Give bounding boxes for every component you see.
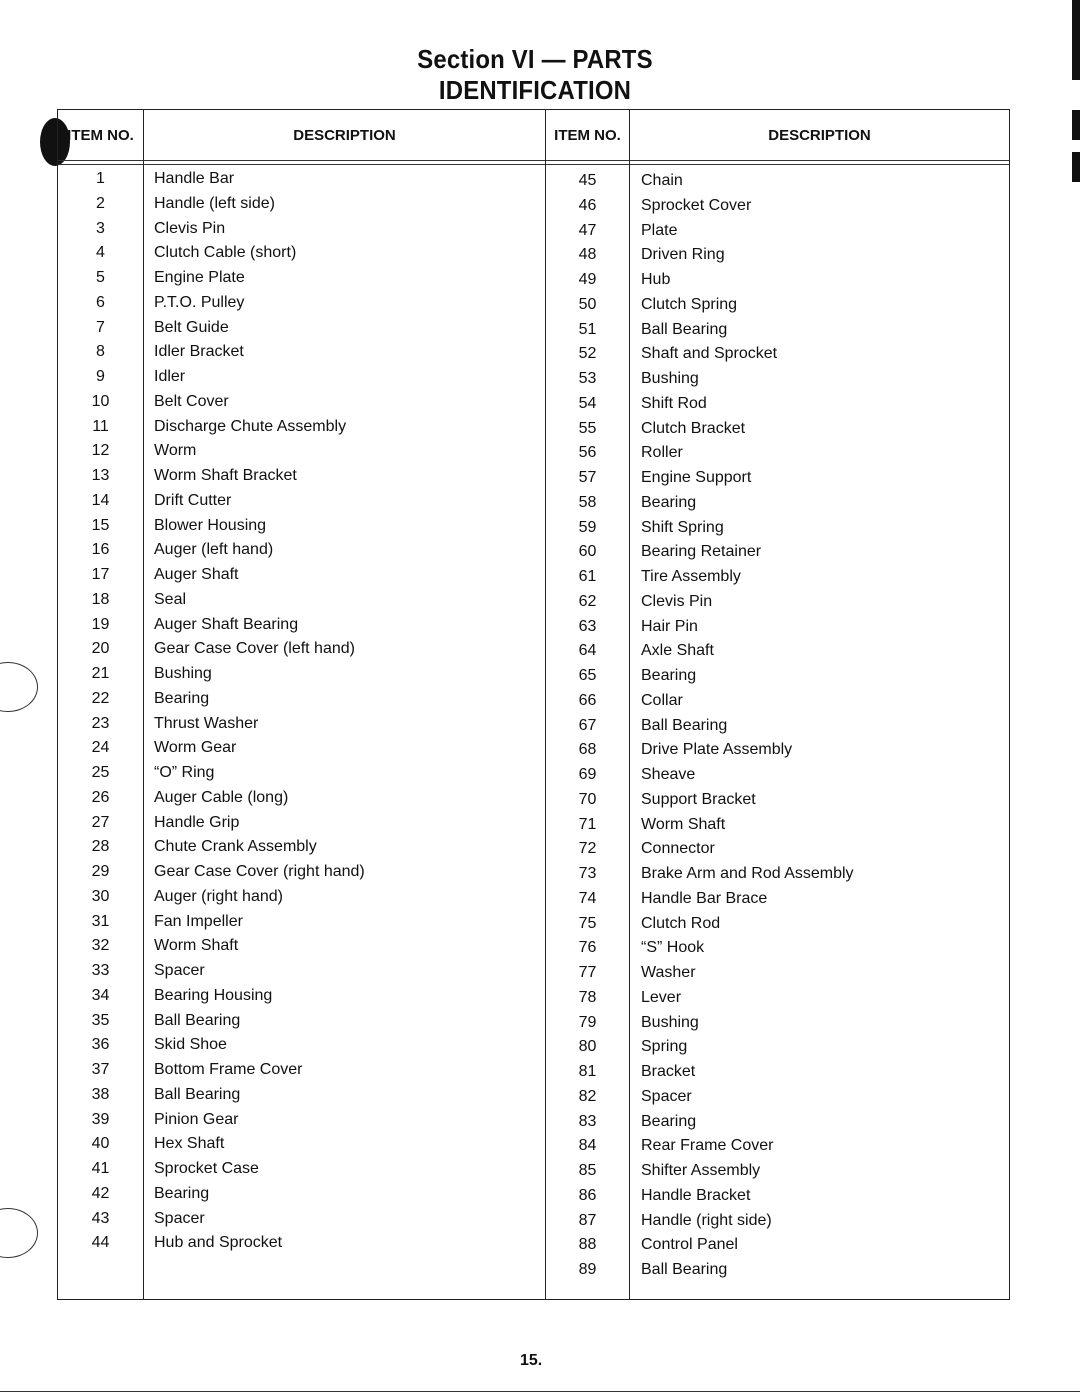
item-description: Idler [154, 368, 186, 385]
header-divider [546, 160, 1009, 165]
item-number: 4 [96, 244, 105, 262]
item-number: 64 [578, 642, 597, 660]
item-description: Worm Gear [154, 739, 237, 757]
item-number: 71 [578, 815, 597, 833]
scan-edge [1072, 0, 1080, 80]
item-description: Worm Shaft [154, 937, 239, 955]
item-description: Roller [641, 444, 683, 462]
item-description: Brake Arm and Rod Assembly [641, 865, 854, 882]
item-number: 60 [578, 543, 597, 561]
parts-table-right [545, 109, 1010, 1300]
item-description: Bearing [641, 1112, 697, 1130]
item-number: 70 [578, 790, 597, 808]
item-number: 54 [578, 394, 597, 412]
item-description: Sheave [641, 766, 696, 783]
item-description: Auger (left hand) [154, 541, 274, 559]
item-number: 13 [91, 467, 110, 484]
item-number: 59 [578, 518, 597, 536]
item-description: Drift Cutter [154, 491, 232, 509]
item-number: 20 [91, 640, 110, 658]
item-number: 84 [578, 1137, 597, 1155]
item-number: 29 [91, 863, 110, 880]
item-description: Pinion Gear [154, 1110, 239, 1128]
item-number: 39 [91, 1110, 110, 1128]
item-description: Auger Shaft [154, 566, 239, 583]
item-description: “O” Ring [154, 764, 215, 781]
item-description: Engine Support [641, 469, 752, 486]
item-description: Spacer [641, 1087, 692, 1105]
item-description: Bearing Housing [154, 986, 273, 1004]
item-description: Ball Bearing [154, 1011, 241, 1029]
item-number: 42 [91, 1184, 110, 1202]
item-description: Idler Bracket [154, 343, 244, 361]
item-number: 62 [578, 592, 597, 610]
item-description: Hex Shaft [154, 1135, 225, 1153]
item-number: 74 [578, 889, 597, 907]
item-number: 50 [578, 295, 597, 313]
item-description: Shaft and Sprocket [641, 345, 778, 363]
item-number: 7 [96, 318, 105, 336]
item-number: 19 [91, 615, 110, 633]
item-number: 10 [91, 392, 110, 410]
item-description: Ball Bearing [641, 716, 728, 734]
item-number: 48 [578, 246, 597, 264]
item-description: Clutch Bracket [641, 419, 746, 437]
section-subtitle: IDENTIFICATION [438, 75, 632, 105]
item-number: 33 [91, 962, 110, 979]
item-number: 52 [578, 345, 597, 363]
item-description: Control Panel [641, 1236, 738, 1254]
header-item-no: ITEM NO. [554, 126, 621, 144]
item-description: Thrust Washer [154, 714, 259, 732]
item-number: 67 [578, 716, 597, 734]
item-number: 35 [91, 1011, 110, 1029]
item-description: Handle Grip [154, 813, 240, 831]
item-number: 45 [578, 172, 597, 189]
item-description: Gear Case Cover (left hand) [154, 640, 355, 658]
item-description: Chain [641, 172, 683, 189]
item-number: 37 [91, 1061, 110, 1078]
item-description: Bushing [154, 665, 212, 682]
item-number: 5 [96, 269, 105, 286]
item-description: Bearing [641, 667, 697, 684]
item-number: 12 [91, 442, 110, 460]
item-description: P.T.O. Pulley [154, 293, 245, 311]
item-number: 80 [578, 1038, 597, 1056]
item-description: Clutch Rod [641, 914, 721, 932]
item-number: 79 [578, 1013, 597, 1031]
item-number: 66 [578, 691, 597, 709]
header-description: DESCRIPTION [293, 126, 396, 144]
page-number: 15. [520, 1352, 543, 1369]
item-description: Rear Frame Cover [641, 1137, 774, 1155]
item-number: 15 [91, 516, 110, 534]
item-description: Skid Shoe [154, 1036, 227, 1054]
item-number: 51 [578, 320, 597, 338]
item-number: 26 [91, 788, 110, 806]
item-description: Tire Assembly [641, 568, 741, 585]
item-number: 88 [578, 1236, 597, 1254]
item-number: 24 [91, 739, 110, 757]
item-number: 21 [91, 665, 110, 682]
item-description: Lever [641, 988, 682, 1006]
item-number: 1 [96, 170, 105, 187]
item-number: 85 [578, 1162, 597, 1179]
item-number: 32 [91, 937, 110, 955]
item-number: 44 [91, 1234, 110, 1252]
item-number: 23 [91, 714, 110, 732]
item-description: Chute Crank Assembly [154, 838, 317, 856]
item-number: 11 [92, 417, 109, 435]
item-description: Washer [641, 964, 696, 981]
item-number: 61 [578, 568, 597, 585]
item-description: Collar [641, 691, 683, 709]
header-divider [58, 160, 545, 165]
item-description: Ball Bearing [641, 320, 728, 338]
item-number: 69 [578, 766, 597, 783]
item-description: Auger Cable (long) [154, 788, 289, 806]
binder-hole [0, 662, 38, 712]
item-number: 31 [91, 912, 110, 930]
item-number: 56 [578, 444, 597, 462]
item-number: 40 [91, 1135, 110, 1153]
item-description: Belt Cover [154, 392, 229, 410]
item-number: 38 [91, 1085, 110, 1103]
item-description: Engine Plate [154, 269, 245, 286]
item-description: Connector [641, 840, 715, 858]
item-description: Worm Shaft Bracket [154, 467, 297, 484]
bottom-rule [0, 1391, 1080, 1392]
item-number: 58 [578, 493, 597, 511]
item-description: Clutch Cable (short) [154, 244, 297, 262]
item-number: 27 [91, 813, 110, 831]
item-description: Clutch Spring [641, 295, 738, 313]
item-number: 55 [578, 419, 597, 437]
item-number: 77 [578, 964, 597, 981]
item-description: Bottom Frame Cover [154, 1061, 303, 1078]
item-description: Seal [154, 590, 187, 608]
item-number: 28 [91, 838, 110, 856]
item-description: Handle Bracket [641, 1186, 751, 1204]
item-number: 83 [578, 1112, 597, 1130]
item-number: 3 [96, 219, 105, 237]
item-description: Hub and Sprocket [154, 1234, 283, 1252]
item-description: Fan Impeller [154, 912, 243, 930]
item-number: 46 [578, 196, 597, 214]
item-number: 16 [91, 541, 110, 559]
item-number: 9 [96, 368, 105, 385]
item-number: 22 [91, 689, 110, 707]
item-description: Handle Bar Brace [641, 889, 768, 907]
item-description: Spacer [154, 962, 205, 979]
item-number: 75 [578, 914, 597, 932]
item-description: Handle (left side) [154, 194, 275, 212]
item-description: Drive Plate Assembly [641, 741, 793, 759]
item-description: Plate [641, 221, 678, 239]
item-description: Shifter Assembly [641, 1162, 761, 1179]
item-number: 68 [578, 741, 597, 759]
item-description: Support Bracket [641, 790, 756, 808]
item-description: Bushing [641, 1013, 699, 1031]
item-number: 82 [578, 1087, 597, 1105]
column-divider [143, 110, 144, 1299]
item-description: Ball Bearing [154, 1085, 241, 1103]
item-description: Clevis Pin [641, 592, 713, 610]
item-description: Ball Bearing [641, 1261, 728, 1278]
item-number: 53 [578, 370, 597, 387]
item-description: Sprocket Case [154, 1160, 259, 1177]
item-description: Bracket [641, 1063, 696, 1080]
item-number: 17 [91, 566, 110, 583]
item-description: Clevis Pin [154, 219, 226, 237]
item-description: Auger Shaft Bearing [154, 615, 299, 633]
item-description: Axle Shaft [641, 642, 714, 660]
item-description: Bearing [154, 689, 210, 707]
item-description: Shift Spring [641, 518, 724, 536]
item-description: Shift Rod [641, 394, 707, 412]
item-number: 89 [578, 1261, 597, 1278]
item-description: Belt Guide [154, 318, 229, 336]
item-description: Bearing Retainer [641, 543, 762, 561]
item-number: 81 [578, 1063, 597, 1080]
item-number: 86 [578, 1186, 597, 1204]
item-description: “S” Hook [641, 939, 705, 957]
item-description: Auger (right hand) [154, 887, 283, 905]
item-number: 76 [578, 939, 597, 957]
item-description: Bearing [154, 1184, 210, 1202]
scan-edge [1072, 152, 1080, 182]
item-number: 36 [91, 1036, 110, 1054]
item-number: 14 [91, 491, 110, 509]
item-description: Hub [641, 271, 671, 288]
item-number: 87 [578, 1211, 597, 1229]
item-description: Worm Shaft [641, 815, 726, 833]
item-description: Sprocket Cover [641, 196, 752, 214]
item-description: Handle Bar [154, 170, 235, 187]
item-number: 25 [91, 764, 110, 781]
header-description: DESCRIPTION [768, 126, 871, 144]
item-number: 63 [578, 617, 597, 635]
item-number: 73 [578, 865, 597, 882]
section-title: Section VI — PARTS [417, 44, 653, 74]
item-number: 78 [578, 988, 597, 1006]
item-description: Gear Case Cover (right hand) [154, 863, 365, 880]
item-number: 2 [96, 194, 105, 212]
item-description: Discharge Chute Assembly [154, 417, 347, 435]
item-number: 34 [91, 986, 110, 1004]
item-description: Driven Ring [641, 246, 725, 264]
column-divider [629, 110, 630, 1299]
item-number: 41 [91, 1160, 110, 1177]
scan-edge [1072, 110, 1080, 140]
item-description: Spacer [154, 1209, 205, 1227]
item-description: Handle (right side) [641, 1211, 772, 1229]
item-number: 6 [96, 293, 105, 311]
parts-table-left [57, 109, 546, 1300]
item-description: Spring [641, 1038, 688, 1056]
item-number: 43 [91, 1209, 110, 1227]
item-number: 47 [578, 221, 597, 239]
header-item-no: ITEM NO. [67, 126, 134, 144]
item-description: Bushing [641, 370, 699, 387]
item-description: Bearing [641, 493, 697, 511]
item-number: 65 [578, 667, 597, 684]
item-number: 57 [578, 469, 597, 486]
item-number: 8 [96, 343, 105, 361]
item-number: 49 [578, 271, 597, 288]
item-number: 72 [578, 840, 597, 858]
item-description: Worm [154, 442, 197, 460]
item-description: Hair Pin [641, 617, 698, 635]
binder-hole [0, 1208, 38, 1258]
item-description: Blower Housing [154, 516, 267, 534]
item-number: 30 [91, 887, 110, 905]
item-number: 18 [91, 590, 110, 608]
